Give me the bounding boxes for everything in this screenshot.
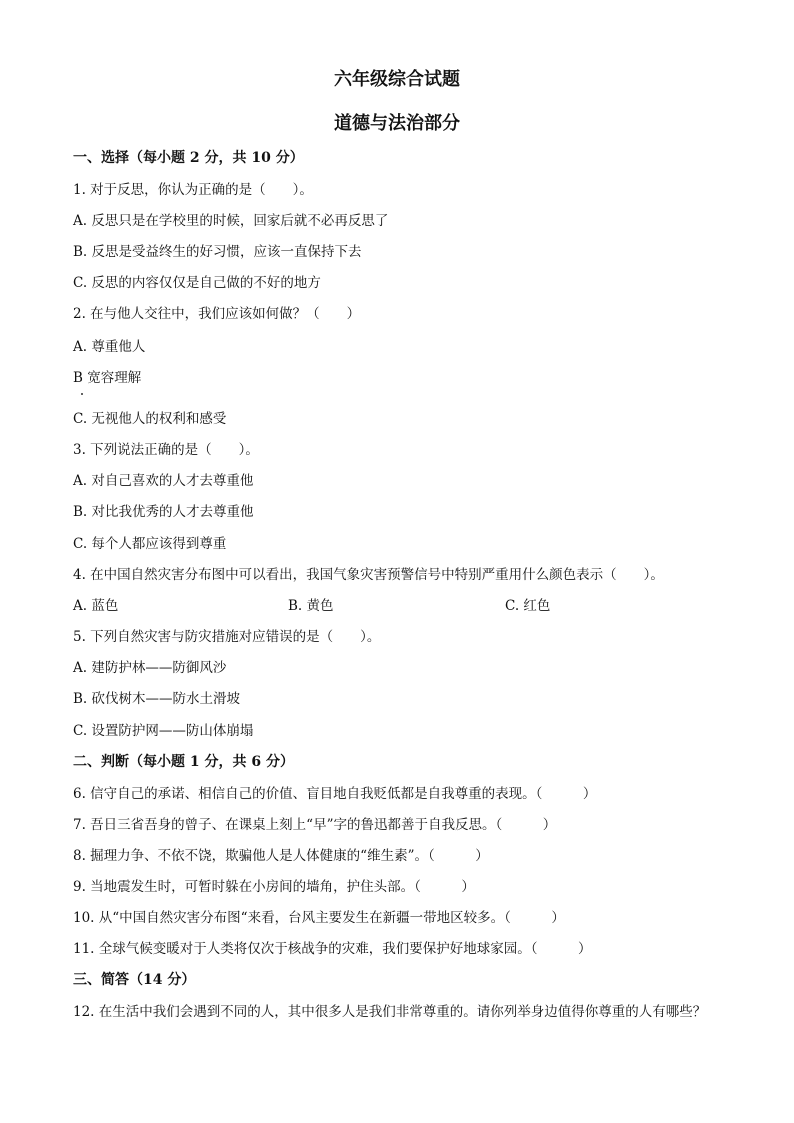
- question-11: 11. 全球气候变暖对于人类将仅次于核战争的灾难，我们要保护好地球家园。（ ）: [73, 941, 592, 957]
- question-4-option-b: B. 黄色: [288, 598, 334, 614]
- question-1-option-b: B. 反思是受益终生的好习惯，应该一直保持下去: [73, 244, 362, 260]
- question-5-option-c: C. 设置防护网——防山体崩塌: [73, 723, 254, 739]
- question-4-option-c: C. 红色: [505, 598, 551, 614]
- question-7: 7. 吾日三省吾身的曾子、在课桌上刻上“早”字的鲁迅都善于自我反思。（ ）: [73, 817, 557, 833]
- question-5-option-a: A. 建防护林——防御风沙: [73, 660, 227, 676]
- section-heading-short-answer: 三、简答（14 分）: [73, 972, 196, 988]
- exam-title: 六年级综合试题: [334, 69, 460, 90]
- question-3-option-b: B. 对比我优秀的人才去尊重他: [73, 504, 254, 520]
- question-9: 9. 当地震发生时，可暂时躲在小房间的墙角，护住头部。（ ）: [73, 879, 475, 895]
- question-10: 10. 从“中国自然灾害分布图“来看，台风主要发生在新疆一带地区较多。（ ）: [73, 910, 565, 926]
- question-5-option-b: B. 砍伐树木——防水土滑坡: [73, 691, 241, 707]
- question-8: 8. 掘理力争、不依不饶，欺骗他人是人体健康的“维生素”。（ ）: [73, 848, 489, 864]
- question-3-option-a: A. 对自己喜欢的人才去尊重他: [73, 473, 254, 489]
- question-2-option-c: C. 无视他人的权利和感受: [73, 411, 227, 427]
- section-heading-judgement: 二、判断（每小题 1 分，共 6 分）: [73, 754, 294, 770]
- exam-subtitle: 道德与法治部分: [334, 113, 460, 134]
- question-4-option-a: A. 蓝色: [73, 598, 119, 614]
- question-2-option-a: A. 尊重他人: [73, 339, 146, 355]
- question-1-option-a: A. 反思只是在学校里的时候，回家后就不必再反思了: [73, 213, 389, 229]
- stray-dot-mark: [81, 393, 83, 395]
- section-heading-choice: 一、选择（每小题 2 分，共 10 分）: [73, 150, 304, 166]
- question-12: 12. 在生活中我们会遇到不同的人，其中很多人是我们非常尊重的。请你列举身边值得你尊重的人有哪些？: [73, 1004, 707, 1020]
- question-1-option-c: C. 反思的内容仅仅是自己做的不好的地方: [73, 275, 321, 291]
- question-5-stem: 5. 下列自然灾害与防灾措施对应错误的是（ ）。: [73, 629, 381, 645]
- question-4-stem: 4. 在中国自然灾害分布图中可以看出，我国气象灾害预警信号中特别严重用什么颜色表示（ ）。: [73, 567, 664, 583]
- question-1-stem: 1. 对于反思，你认为正确的是（ ）。: [73, 182, 313, 198]
- question-3-stem: 3. 下列说法正确的是（ ）。: [73, 442, 259, 458]
- question-2-option-b: B 宽容理解: [73, 370, 142, 386]
- question-3-option-c: C. 每个人都应该得到尊重: [73, 536, 227, 552]
- question-6: 6. 信守自己的承诺、相信自己的价值、盲目地自我贬低都是自我尊重的表现。（ ）: [73, 786, 597, 802]
- question-2-stem: 2. 在与他人交往中，我们应该如何做？（ ）: [73, 306, 361, 322]
